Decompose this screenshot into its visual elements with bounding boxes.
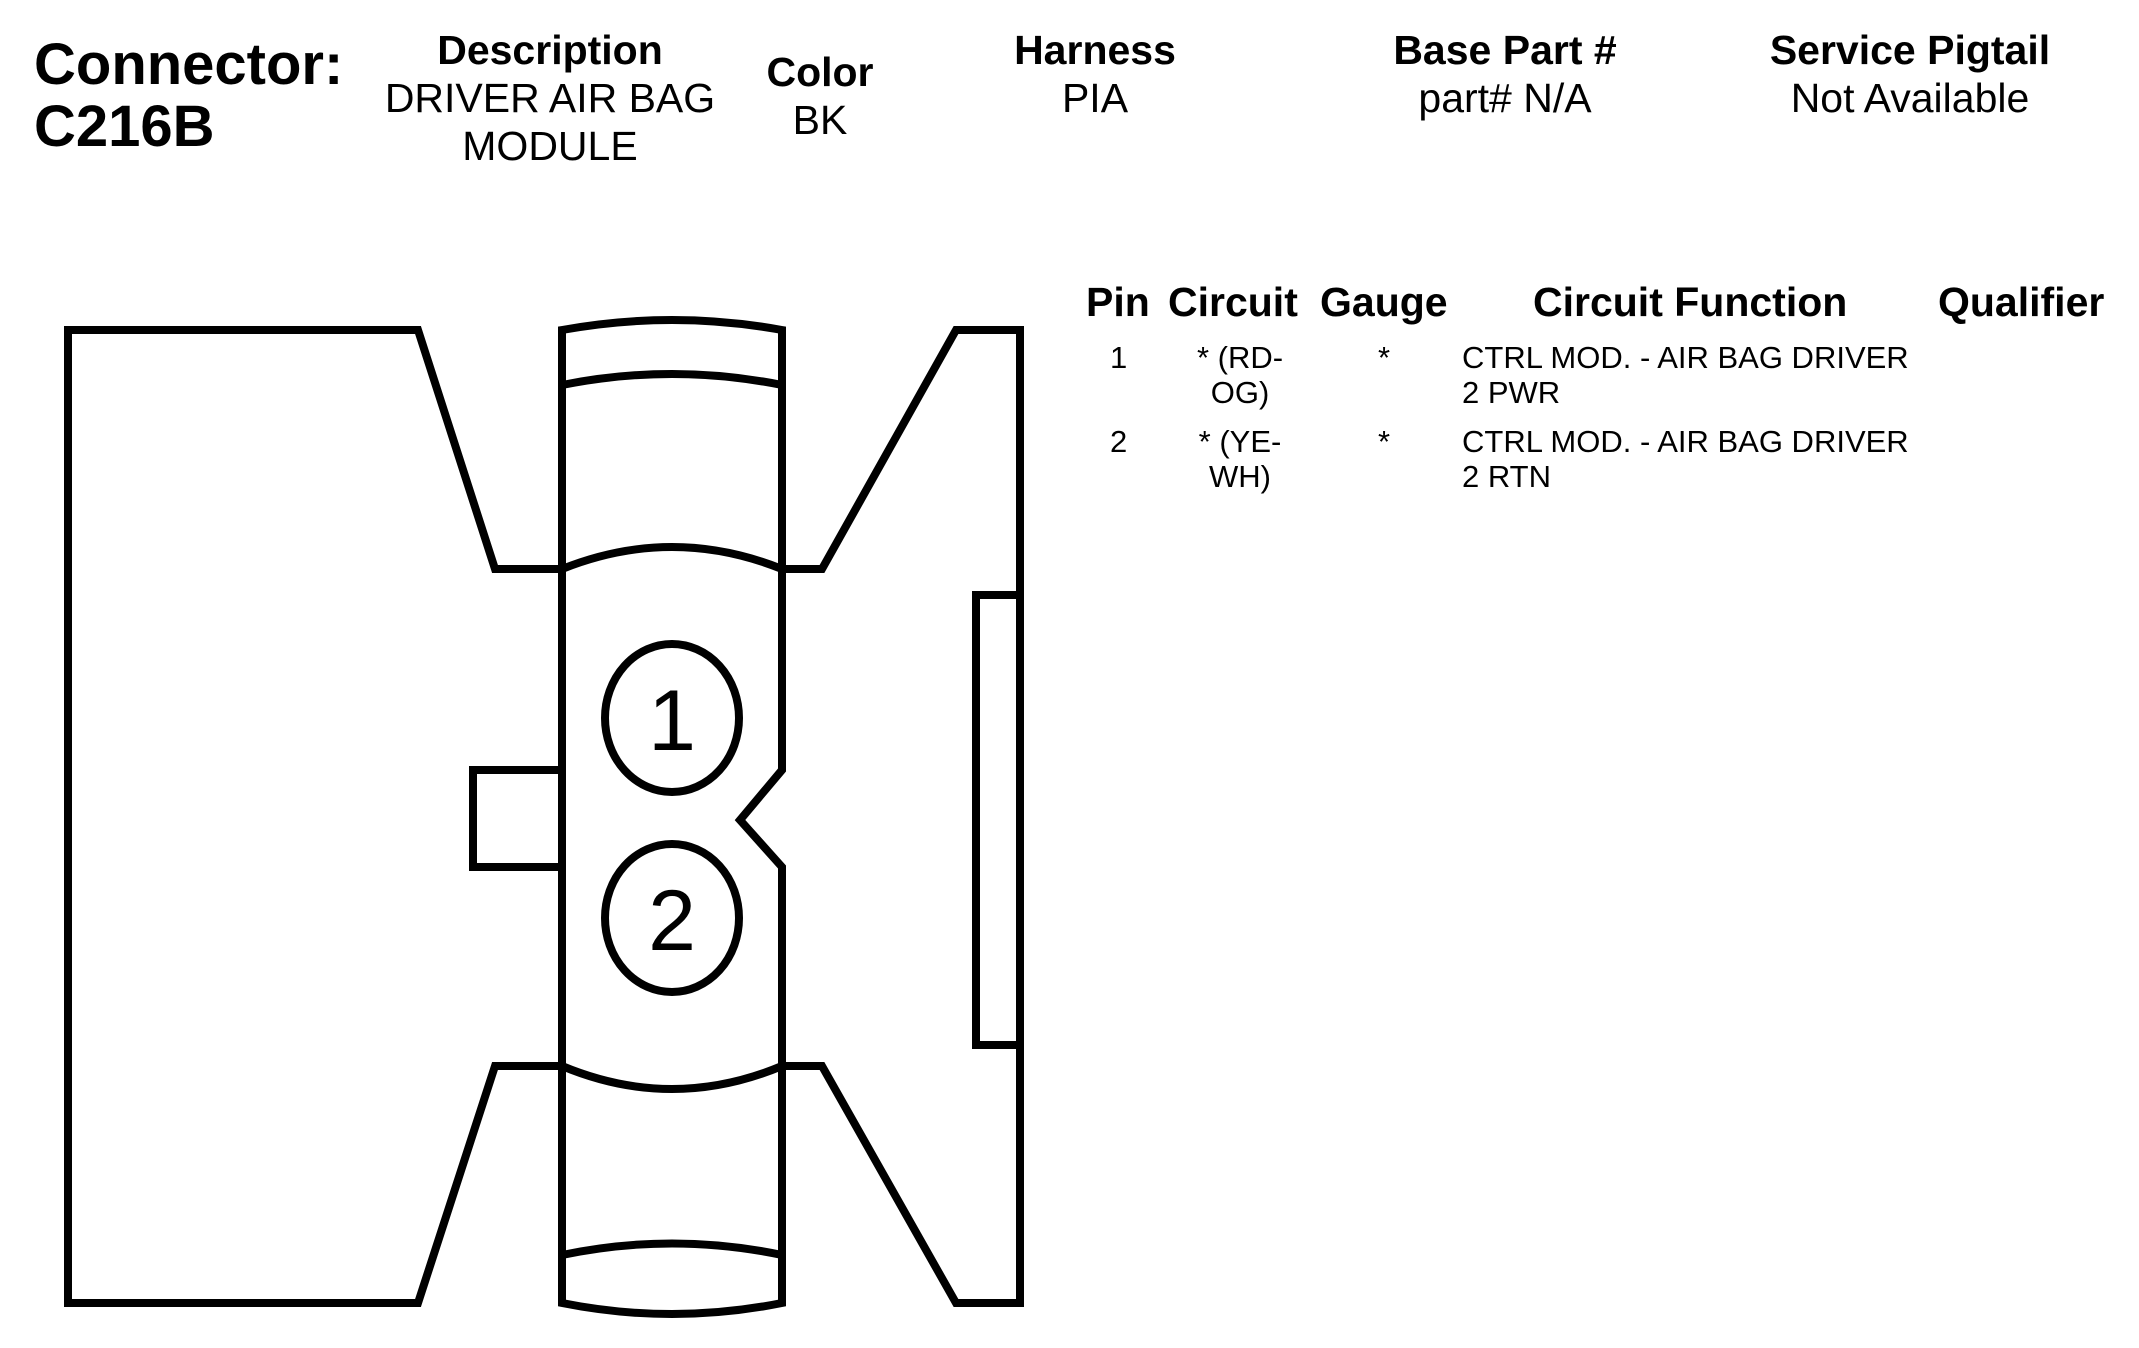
row2-gauge: *: [1378, 424, 1391, 459]
latch-lower-curve: [562, 1066, 782, 1089]
row1-function-line2: 2 PWR: [1462, 375, 1561, 410]
description-value-line1: DRIVER AIR BAG: [384, 75, 716, 121]
row1-function-line1: CTRL MOD. - AIR BAG DRIVER: [1462, 340, 1909, 375]
latch-upper-curve: [562, 547, 782, 569]
color-label: Color: [766, 49, 874, 95]
description-value-line2: MODULE: [462, 123, 638, 169]
color-value: BK: [792, 97, 848, 143]
connector-left-body: [68, 330, 562, 1303]
row2-function-line1: CTRL MOD. - AIR BAG DRIVER: [1462, 424, 1909, 459]
row2-function-line2: 2 RTN: [1462, 459, 1552, 494]
harness-label: Harness: [1014, 27, 1176, 73]
connector-right-body: [782, 330, 1020, 1303]
col-pin-header: Pin: [1086, 279, 1150, 325]
col-gauge-header: Gauge: [1320, 279, 1448, 325]
connector-center-latch: [562, 320, 782, 1314]
row2-circuit-line2: WH): [1209, 459, 1271, 494]
row1-pin: 1: [1110, 340, 1128, 375]
base-part-value: part# N/A: [1418, 75, 1592, 121]
row1-gauge: *: [1378, 340, 1391, 375]
connector-id: C216B: [34, 94, 215, 159]
pin-2-number: 2: [648, 873, 696, 969]
connector-label: Connector:: [34, 32, 344, 97]
description-label: Description: [437, 27, 663, 73]
row2-circuit-line1: * (YE-: [1198, 424, 1282, 459]
pin-1-number: 1: [648, 673, 696, 769]
row1-circuit-line1: * (RD-: [1196, 340, 1284, 375]
row2-pin: 2: [1110, 424, 1128, 459]
latch-bottom-band: [562, 1244, 782, 1256]
connector-side-slot: [976, 595, 1020, 1045]
service-pigtail-label: Service Pigtail: [1769, 27, 2051, 73]
col-function-header: Circuit Function: [1533, 279, 1848, 325]
col-circuit-header: Circuit: [1168, 279, 1298, 325]
base-part-label: Base Part #: [1393, 27, 1617, 73]
row1-circuit-line2: OG): [1210, 375, 1270, 410]
latch-top-band: [562, 374, 782, 385]
col-qualifier-header: Qualifier: [1938, 279, 2105, 325]
service-pigtail-value: Not Available: [1790, 75, 2030, 121]
harness-value: PIA: [1061, 75, 1129, 121]
